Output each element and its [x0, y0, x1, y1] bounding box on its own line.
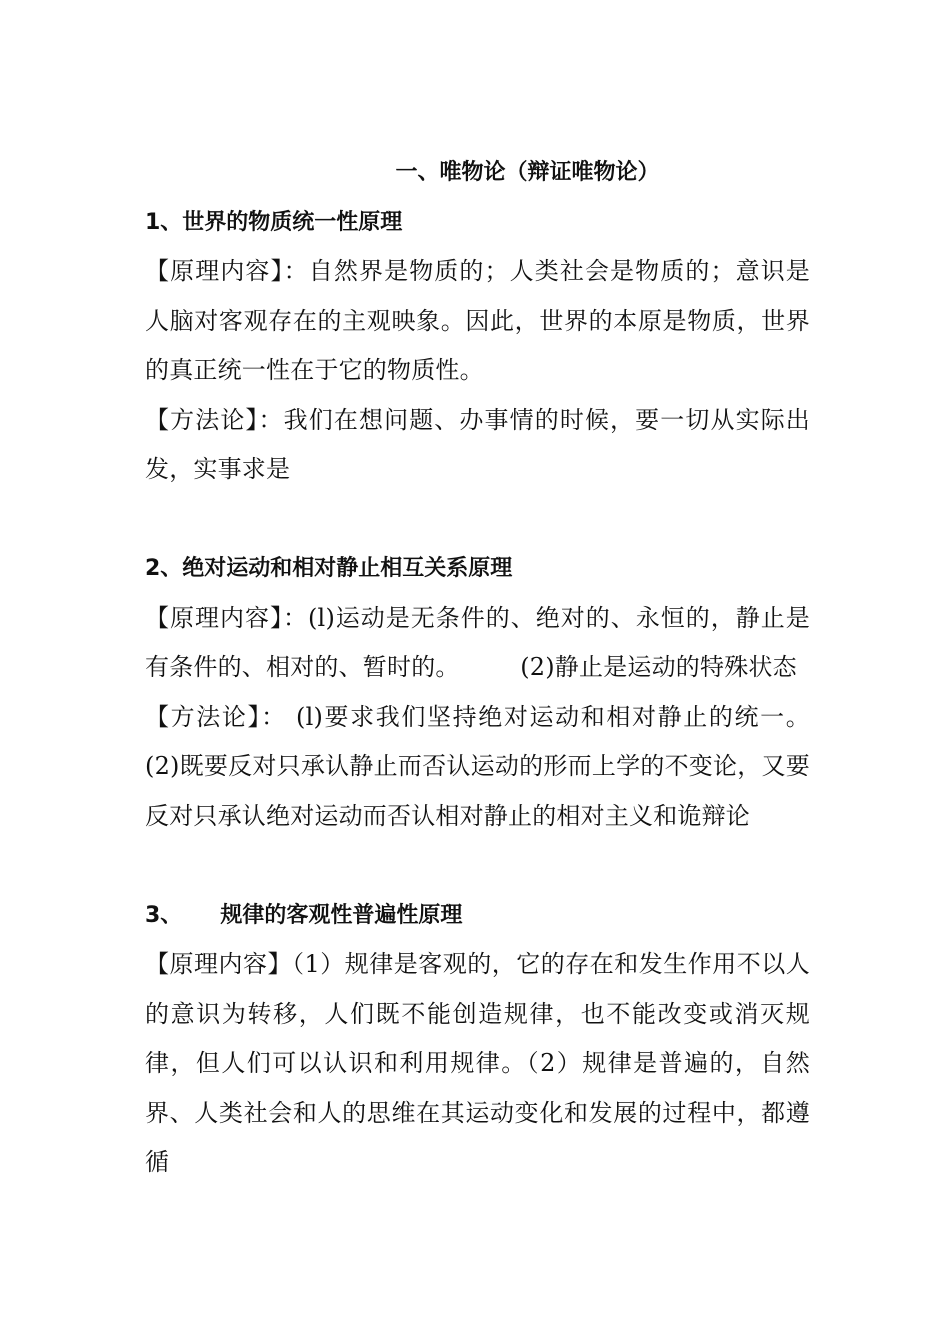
method-text: ： (l)要求我们坚持绝对运动和相对静止的统一。 (2)既要反对只承认静止而否认运动的形而上学的不变论，又要反对只承认绝对运动而否认相对静止的相对主义和诡辩论 — [145, 702, 810, 830]
section-3-title: 规律的客观性普遍性原理 — [220, 902, 463, 928]
section-3-number: 3、 — [145, 902, 183, 928]
spacer — [145, 495, 810, 545]
section-1-method — [145, 396, 810, 495]
section-2-heading: 2、绝对运动和相对静止相互关系原理 — [145, 556, 513, 581]
section-3-principle — [145, 940, 810, 1188]
section-1-heading: 1、世界的物质统一性原理 — [145, 209, 403, 235]
principle-text: ：自然界是物质的；人类社会是物质的；意识是人脑对客观存在的主观映象。因此，世界的本原是物质，世界的真正统一性在于它的物质性。 — [145, 257, 811, 384]
method-text: ：我们在想问题、办事情的时候，要一切从实际出发，实事求是 — [145, 405, 811, 483]
document-body — [145, 148, 810, 1188]
principle-text: （1）规律是客观的，它的存在和发生作用不以人的意识为转移，人们既不能创造规律，也不能改变或消灭规律，但人们可以认识和利用规律。（2）规律是普遍的，自然界、人类社会和人的思维在其运动变化和发展的过程中，都遵循 — [145, 950, 811, 1176]
section-1-principle — [145, 247, 810, 396]
spacer — [145, 841, 810, 891]
method-label: 【方法论】 — [145, 702, 262, 731]
principle-label: 【原理内容】 — [145, 257, 284, 285]
section-2-method — [145, 693, 810, 842]
section-2-principle — [145, 594, 810, 693]
principle-label: 【原理内容】 — [145, 950, 293, 978]
method-label: 【方法论】 — [145, 405, 259, 434]
document-title: 一、唯物论（辩证唯物论） — [395, 160, 660, 185]
section-3-heading — [145, 891, 810, 941]
principle-label: 【原理内容】 — [145, 603, 283, 632]
principle-text: ：(l)运动是无条件的、绝对的、永恒的，静止是有条件的、相对的、暂时的。 (2)静止是运动的特殊状态 — [145, 603, 810, 681]
